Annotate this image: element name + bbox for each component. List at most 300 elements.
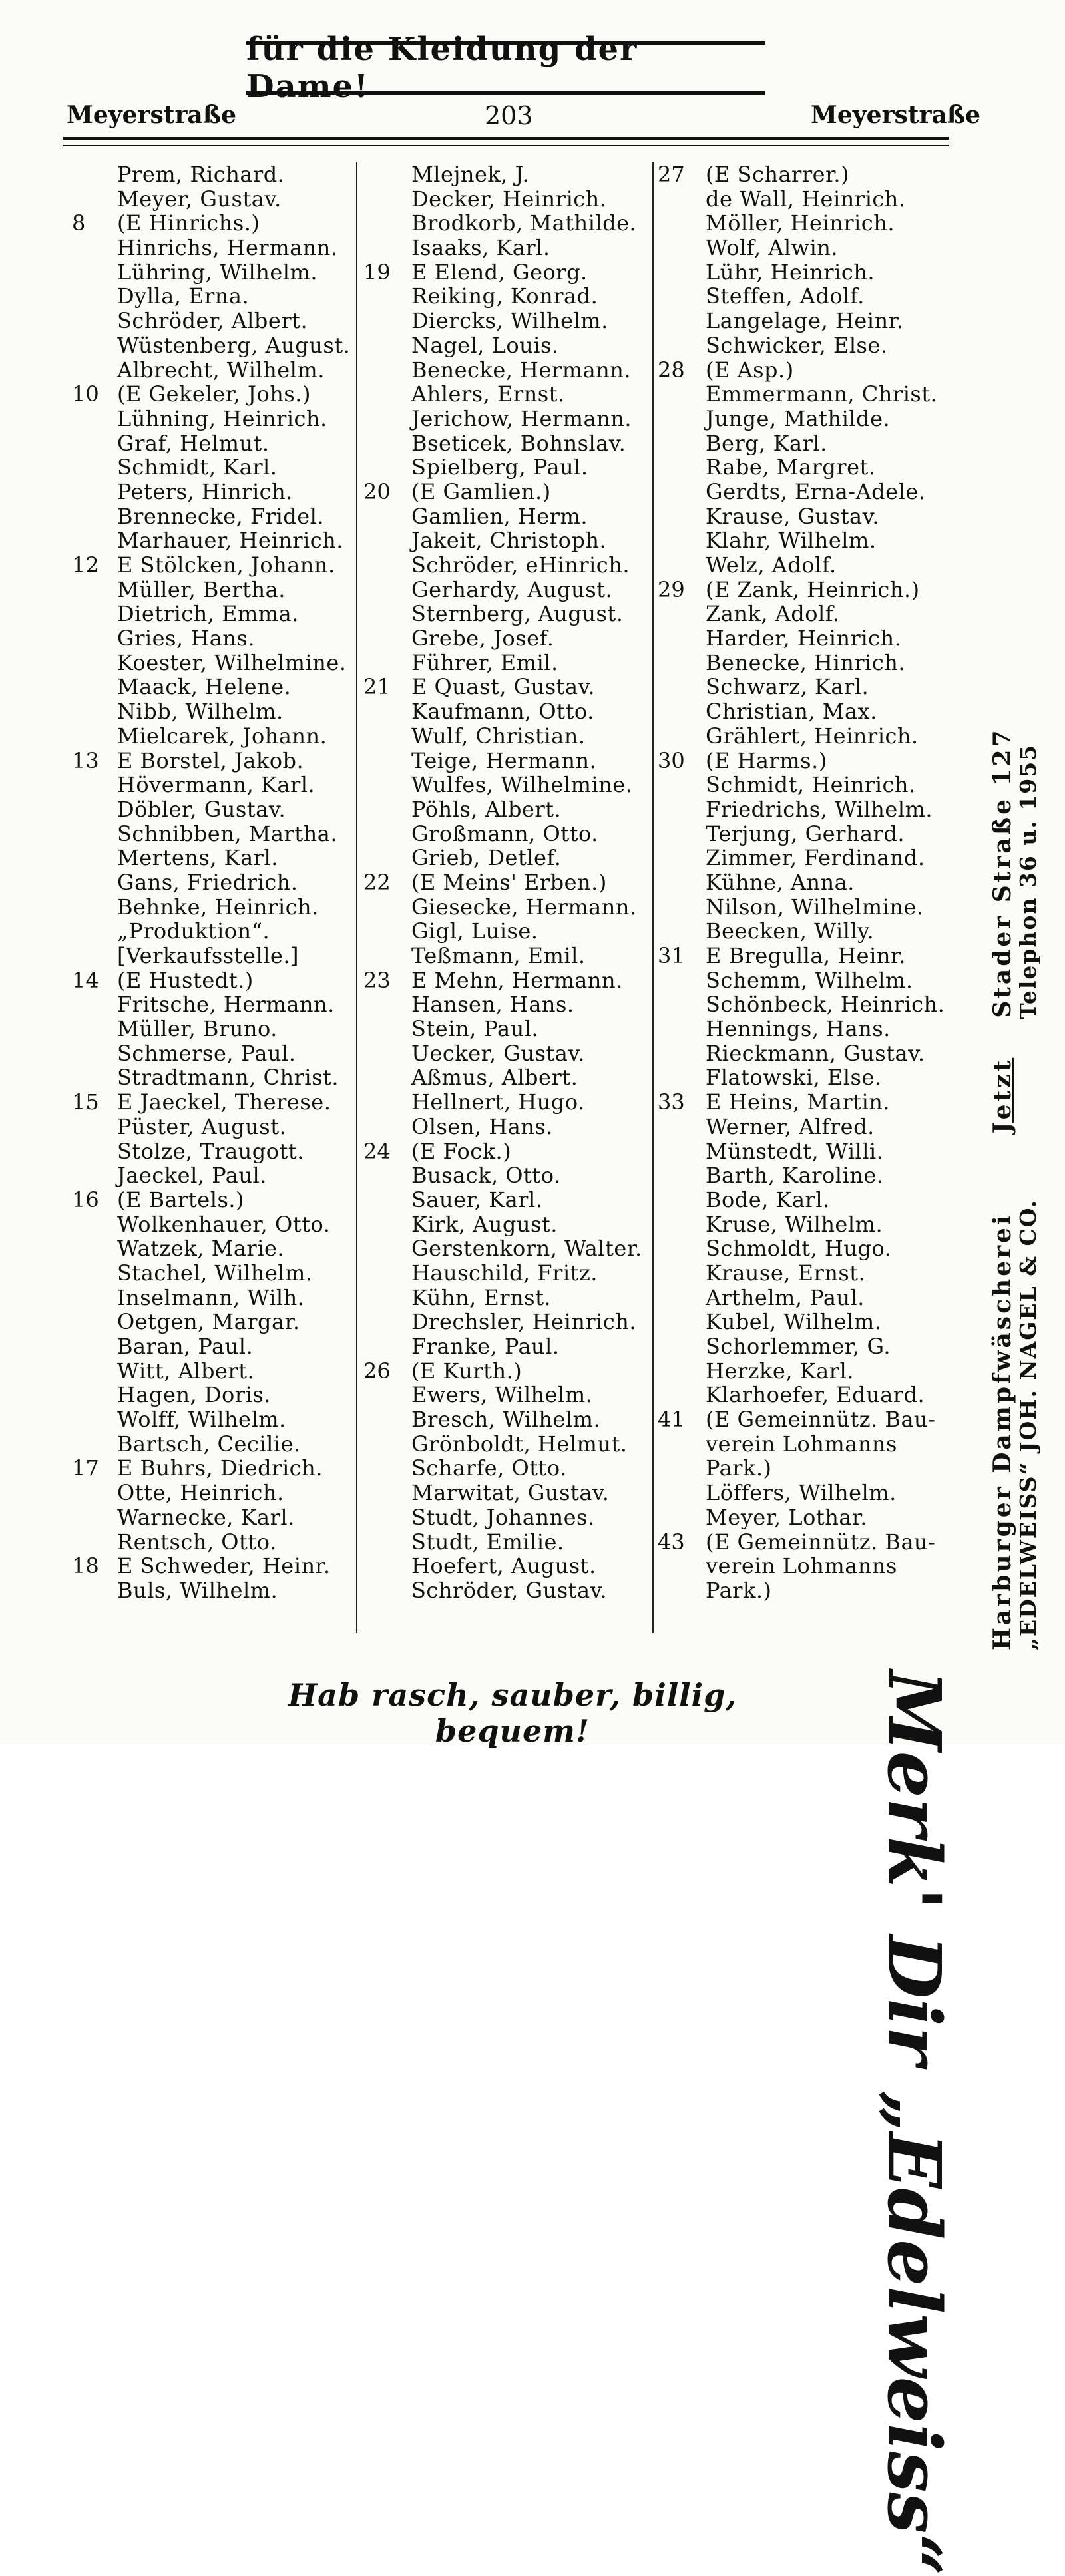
house-number <box>652 284 706 309</box>
resident-name: „Produktion“. <box>117 918 270 944</box>
directory-entry <box>67 724 359 749</box>
resident-name: Olsen, Hans. <box>411 1113 553 1139</box>
directory-entry <box>358 602 658 626</box>
resident-name: Wolf, Alwin. <box>706 235 839 261</box>
directory-entry <box>652 1212 958 1237</box>
house-number: 23 <box>363 967 391 993</box>
directory-entry <box>652 1115 958 1139</box>
resident-name: Diercks, Wilhelm. <box>411 308 608 334</box>
resident-name: Stein, Paul. <box>411 1016 539 1042</box>
resident-name: Schröder, Albert. <box>117 308 308 334</box>
house-number <box>358 1041 411 1066</box>
house-number <box>652 919 706 944</box>
resident-name: Stolze, Traugott. <box>117 1138 304 1164</box>
resident-name: Zimmer, Ferdinand. <box>706 845 925 871</box>
house-number <box>358 1456 411 1481</box>
house-number <box>67 236 117 260</box>
directory-column-2 <box>358 162 658 1603</box>
resident-name: Lühring, Wilhelm. <box>117 259 318 285</box>
directory-entry <box>358 382 658 407</box>
directory-entry <box>652 187 958 212</box>
resident-name: Studt, Emilie. <box>411 1529 564 1555</box>
directory-entry <box>67 1017 359 1041</box>
directory-entry <box>652 699 958 724</box>
house-number <box>358 382 411 407</box>
house-number: 12 <box>72 552 99 578</box>
directory-entry <box>358 1212 658 1237</box>
house-number <box>358 724 411 749</box>
house-number <box>67 578 117 602</box>
directory-entry <box>652 1261 958 1286</box>
directory-entry <box>652 749 958 773</box>
ad-company-type: Harburger Dampfwäscherei <box>988 1213 1016 1650</box>
house-number <box>358 1090 411 1115</box>
footer-slogan: Hab rasch, sauber, billig, bequem! <box>288 1677 738 1749</box>
resident-name: Jaeckel, Paul. <box>117 1163 267 1189</box>
directory-entry <box>67 1432 359 1457</box>
resident-name: Watzek, Marie. <box>117 1236 285 1262</box>
resident-name: Buls, Wilhelm. <box>117 1577 278 1603</box>
directory-entry <box>358 1359 658 1383</box>
directory-entry <box>67 553 359 578</box>
resident-name: Prem, Richard. <box>117 162 285 187</box>
house-number <box>67 1139 117 1164</box>
directory-entry <box>652 1554 958 1578</box>
directory-entry <box>67 284 359 309</box>
resident-name: Brennecke, Fridel. <box>117 503 325 529</box>
house-number <box>358 1286 411 1310</box>
directory-entry <box>67 870 359 895</box>
house-number <box>358 211 411 236</box>
house-number <box>67 1407 117 1432</box>
directory-entry <box>67 1554 359 1578</box>
directory-entry <box>652 1505 958 1530</box>
resident-name: Busack, Otto. <box>411 1163 561 1189</box>
house-number: 21 <box>363 674 391 700</box>
resident-name: Kubel, Wilhelm. <box>706 1309 882 1335</box>
resident-name: Schnibben, Martha. <box>117 821 338 846</box>
house-number <box>358 1236 411 1261</box>
directory-entry <box>358 724 658 749</box>
directory-entry <box>358 870 658 895</box>
house-number <box>67 480 117 504</box>
directory-entry <box>358 187 658 212</box>
house-number <box>652 407 706 431</box>
resident-name: verein Lohmanns <box>706 1431 897 1457</box>
directory-entry <box>652 1456 958 1481</box>
directory-entry <box>652 1090 958 1115</box>
house-number: 17 <box>72 1455 99 1481</box>
directory-entry <box>67 651 359 675</box>
house-number <box>652 1286 706 1310</box>
resident-name: Scharfe, Otto. <box>411 1455 567 1481</box>
directory-entry <box>652 1383 958 1407</box>
resident-name: (E Meins' Erben.) <box>411 869 607 895</box>
ad-line-1 <box>989 166 1016 1650</box>
house-number <box>652 675 706 699</box>
directory-entry <box>652 1407 958 1432</box>
house-number <box>652 480 706 504</box>
resident-name: Jakeit, Christoph. <box>411 528 607 554</box>
house-number: 27 <box>658 162 685 187</box>
directory-entry <box>67 431 359 456</box>
resident-name: (E Fock.) <box>411 1138 512 1164</box>
resident-name: (E Zank, Heinrich.) <box>706 576 920 602</box>
resident-name: Grönboldt, Helmut. <box>411 1431 628 1457</box>
house-number <box>67 528 117 553</box>
resident-name: Behnke, Heinrich. <box>117 894 319 920</box>
directory-entry <box>358 992 658 1017</box>
directory-entry <box>358 1505 658 1530</box>
directory-entry <box>652 846 958 870</box>
house-number: 33 <box>658 1089 685 1115</box>
directory-entry <box>652 162 958 187</box>
resident-name: Führer, Emil. <box>411 649 558 675</box>
directory-entry <box>652 1432 958 1457</box>
directory-entry <box>358 1578 658 1603</box>
directory-entry <box>652 1065 958 1090</box>
resident-name: Rieckmann, Gustav. <box>706 1040 925 1066</box>
house-number <box>67 1212 117 1237</box>
house-number <box>652 1359 706 1383</box>
directory-entry <box>358 1407 658 1432</box>
side-advertisement <box>989 166 1062 1650</box>
house-number <box>358 992 411 1017</box>
house-number <box>358 1310 411 1334</box>
directory-entry <box>358 1286 658 1310</box>
directory-entry <box>67 504 359 529</box>
resident-name: Möller, Heinrich. <box>706 210 895 236</box>
house-number <box>358 626 411 651</box>
directory-entry <box>67 944 359 968</box>
ad-slogan: Merk' Dir „Edelweiss“ <box>871 1670 957 2576</box>
resident-name: Löffers, Wilhelm. <box>706 1480 897 1506</box>
house-number <box>652 236 706 260</box>
directory-entry <box>652 284 958 309</box>
resident-name: Steffen, Adolf. <box>706 283 865 309</box>
house-number <box>358 455 411 480</box>
street-header-right: Meyerstraße <box>811 101 980 129</box>
resident-name: Krause, Ernst. <box>706 1260 866 1286</box>
house-number <box>358 1481 411 1505</box>
resident-name: Dietrich, Emma. <box>117 601 299 627</box>
directory-entry <box>358 1065 658 1090</box>
resident-name: Ahlers, Ernst. <box>411 381 565 407</box>
resident-name: E Elend, Georg. <box>411 259 588 285</box>
resident-name: Warnecke, Karl. <box>117 1504 295 1530</box>
house-number <box>652 528 706 553</box>
directory-column-3 <box>652 162 958 1603</box>
resident-name: Schmidt, Karl. <box>117 455 278 480</box>
directory-entry <box>652 1286 958 1310</box>
directory-entry <box>652 724 958 749</box>
directory-entry <box>358 504 658 529</box>
resident-name: Großmann, Otto. <box>411 821 598 846</box>
directory-entry <box>67 1188 359 1212</box>
directory-entry <box>67 260 359 285</box>
resident-name: Hövermann, Karl. <box>117 772 316 798</box>
house-number <box>358 699 411 724</box>
resident-name: Sauer, Karl. <box>411 1187 543 1212</box>
house-number <box>652 1505 706 1530</box>
resident-name: Albrecht, Wilhelm. <box>117 357 325 383</box>
directory-entry <box>67 895 359 920</box>
directory-entry <box>358 968 658 993</box>
house-number <box>358 1261 411 1286</box>
directory-entry <box>67 333 359 358</box>
resident-name: Schönbeck, Heinrich. <box>706 992 945 1017</box>
resident-name: Lühning, Heinrich. <box>117 405 327 431</box>
directory-entry <box>358 1554 658 1578</box>
top-banner: für die Kleidung der Dame! <box>246 41 765 95</box>
resident-name: (E Hinrichs.) <box>117 210 260 236</box>
resident-name: Brodkorb, Mathilde. <box>411 210 637 236</box>
directory-entry <box>358 358 658 383</box>
resident-name: Arthelm, Paul. <box>706 1284 865 1310</box>
resident-name: Harder, Heinrich. <box>706 626 902 651</box>
directory-entry <box>358 822 658 846</box>
resident-name: Herzke, Karl. <box>706 1358 854 1383</box>
house-number <box>652 1481 706 1505</box>
resident-name: Müller, Bruno. <box>117 1016 278 1042</box>
house-number <box>358 797 411 822</box>
resident-name: Mlejnek, J. <box>411 162 530 187</box>
house-number <box>358 162 411 187</box>
resident-name: Mielcarek, Johann. <box>117 723 327 749</box>
house-number <box>652 455 706 480</box>
house-number <box>358 236 411 260</box>
house-number <box>358 333 411 358</box>
resident-name: Berg, Karl. <box>706 430 827 456</box>
directory-entry <box>67 211 359 236</box>
house-number <box>652 724 706 749</box>
header-rule-thin <box>63 145 949 146</box>
directory-entry <box>67 1359 359 1383</box>
directory-entry <box>67 773 359 797</box>
directory-entry <box>67 1065 359 1090</box>
house-number <box>652 1115 706 1139</box>
house-number <box>67 846 117 870</box>
directory-entry <box>358 1310 658 1334</box>
house-number <box>358 822 411 846</box>
directory-entry <box>67 846 359 870</box>
resident-name: E Heins, Martin. <box>706 1089 890 1115</box>
house-number <box>67 1017 117 1041</box>
house-number <box>652 870 706 895</box>
directory-entry <box>67 162 359 187</box>
directory-entry <box>67 1163 359 1188</box>
house-number <box>67 944 117 968</box>
directory-entry <box>358 1090 658 1115</box>
directory-entry <box>67 675 359 699</box>
house-number <box>652 822 706 846</box>
directory-entry <box>358 1188 658 1212</box>
house-number: 8 <box>72 210 86 236</box>
resident-name: E Bregulla, Heinr. <box>706 943 906 968</box>
house-number <box>67 699 117 724</box>
house-number <box>67 431 117 456</box>
directory-entry <box>652 553 958 578</box>
house-number <box>358 919 411 944</box>
directory-entry <box>358 528 658 553</box>
resident-name: Wolff, Wilhelm. <box>117 1407 286 1433</box>
directory-entry <box>652 675 958 699</box>
house-number: 15 <box>72 1089 99 1115</box>
resident-name: Kirk, August. <box>411 1211 558 1237</box>
resident-name: (E Gekeler, Johs.) <box>117 381 311 407</box>
house-number <box>67 822 117 846</box>
house-number: 26 <box>363 1358 391 1383</box>
resident-name: Witt, Albert. <box>117 1358 255 1383</box>
house-number <box>67 651 117 675</box>
resident-name: Terjung, Gerhard. <box>706 821 905 846</box>
house-number <box>358 578 411 602</box>
ad-address: Stader Straße 127 <box>988 727 1016 1018</box>
resident-name: Otte, Heinrich. <box>117 1480 284 1506</box>
resident-name: (E Gamlien.) <box>411 478 551 504</box>
house-number <box>652 187 706 212</box>
house-number <box>67 724 117 749</box>
page-number: 203 <box>485 101 533 130</box>
resident-name: (E Scharrer.) <box>706 162 850 187</box>
resident-name: Nibb, Wilhelm. <box>117 699 284 725</box>
house-number <box>67 1334 117 1359</box>
directory-entry <box>652 358 958 383</box>
directory-entry <box>652 1188 958 1212</box>
resident-name: E Jaeckel, Therese. <box>117 1089 331 1115</box>
resident-name: Nilson, Wilhelmine. <box>706 894 924 920</box>
house-number <box>652 1163 706 1188</box>
resident-name: Müller, Bertha. <box>117 576 286 602</box>
directory-entry <box>358 1236 658 1261</box>
house-number: 22 <box>363 869 391 895</box>
house-number <box>67 1530 117 1555</box>
resident-name: Grieb, Detlef. <box>411 845 562 871</box>
resident-name: Sternberg, August. <box>411 601 624 627</box>
resident-name: (E Bartels.) <box>117 1187 245 1212</box>
resident-name: Schmidt, Heinrich. <box>706 772 916 798</box>
directory-entry <box>67 358 359 383</box>
house-number <box>652 333 706 358</box>
resident-name: Nagel, Louis. <box>411 332 559 358</box>
house-number: 41 <box>658 1407 685 1433</box>
house-number <box>652 382 706 407</box>
directory-entry <box>652 602 958 626</box>
house-number <box>67 626 117 651</box>
house-number: 13 <box>72 747 99 773</box>
resident-name: Schmoldt, Hugo. <box>706 1236 892 1262</box>
directory-entry <box>358 846 658 870</box>
directory-entry <box>67 480 359 504</box>
resident-name: Klarhoefer, Eduard. <box>706 1382 925 1408</box>
directory-entry <box>358 455 658 480</box>
house-number <box>67 1236 117 1261</box>
house-number: 16 <box>72 1187 99 1212</box>
directory-entry <box>358 1261 658 1286</box>
directory-entry <box>652 504 958 529</box>
resident-name: Lühr, Heinrich. <box>706 259 875 285</box>
directory-entry <box>67 968 359 993</box>
house-number <box>652 699 706 724</box>
resident-name: Schwarz, Karl. <box>706 674 869 700</box>
resident-name: E Stölcken, Johann. <box>117 552 335 578</box>
directory-entry <box>358 895 658 920</box>
resident-name: (E Hustedt.) <box>117 967 254 993</box>
resident-name: Münstedt, Willi. <box>706 1138 884 1164</box>
resident-name: Kruse, Wilhelm. <box>706 1211 883 1237</box>
resident-name: Hansen, Hans. <box>411 992 574 1017</box>
directory-entry <box>652 1163 958 1188</box>
directory-entry <box>67 1139 359 1164</box>
directory-entry <box>67 1407 359 1432</box>
directory-entry <box>67 1041 359 1066</box>
resident-name: Studt, Johannes. <box>411 1504 595 1530</box>
resident-name: Meyer, Gustav. <box>117 186 282 212</box>
directory-entry <box>358 1334 658 1359</box>
directory-entry <box>358 1017 658 1041</box>
resident-name: Gerhardy, August. <box>411 576 613 602</box>
house-number <box>67 895 117 920</box>
directory-entry <box>652 626 958 651</box>
resident-name: Junge, Mathilde. <box>706 405 891 431</box>
directory-entry <box>652 1481 958 1505</box>
house-number <box>358 431 411 456</box>
resident-name: Püster, August. <box>117 1113 287 1139</box>
directory-entry <box>358 1163 658 1188</box>
resident-name: Schröder, Gustav. <box>411 1577 608 1603</box>
resident-name: Uecker, Gustav. <box>411 1040 585 1066</box>
resident-name: Grebe, Josef. <box>411 626 554 651</box>
resident-name: Dylla, Erna. <box>117 283 250 309</box>
directory-entry <box>358 773 658 797</box>
directory-entry <box>358 797 658 822</box>
directory-entry <box>652 797 958 822</box>
house-number <box>358 1115 411 1139</box>
house-number <box>67 1481 117 1505</box>
resident-name: Meyer, Lothar. <box>706 1504 867 1530</box>
house-number <box>358 1212 411 1237</box>
house-number <box>358 1163 411 1188</box>
house-number <box>652 1065 706 1090</box>
house-number <box>652 1041 706 1066</box>
directory-entry <box>358 162 658 187</box>
resident-name: Bartsch, Cecilie. <box>117 1431 301 1457</box>
resident-name: Hauschild, Fritz. <box>411 1260 598 1286</box>
directory-entry <box>652 1017 958 1041</box>
directory-entry <box>67 528 359 553</box>
resident-name: Emmermann, Christ. <box>706 381 938 407</box>
resident-name: Wulf, Christian. <box>411 723 586 749</box>
ad-line-2 <box>1016 166 1041 1650</box>
resident-name: Peters, Hinrich. <box>117 478 293 504</box>
house-number <box>358 1505 411 1530</box>
house-number <box>652 895 706 920</box>
directory-entry <box>652 431 958 456</box>
directory-entry <box>652 260 958 285</box>
house-number <box>67 1163 117 1188</box>
resident-name: Schmerse, Paul. <box>117 1040 296 1066</box>
house-number <box>67 1383 117 1407</box>
house-number: 30 <box>658 747 685 773</box>
directory-entry <box>358 553 658 578</box>
house-number <box>67 284 117 309</box>
resident-name: (E Gemeinnütz. Bau- <box>706 1529 936 1555</box>
house-number <box>358 651 411 675</box>
resident-name: Drechsler, Heinrich. <box>411 1309 637 1335</box>
resident-name: Ewers, Wilhelm. <box>411 1382 593 1408</box>
resident-name: Hinrichs, Hermann. <box>117 235 338 261</box>
directory-entry <box>652 944 958 968</box>
